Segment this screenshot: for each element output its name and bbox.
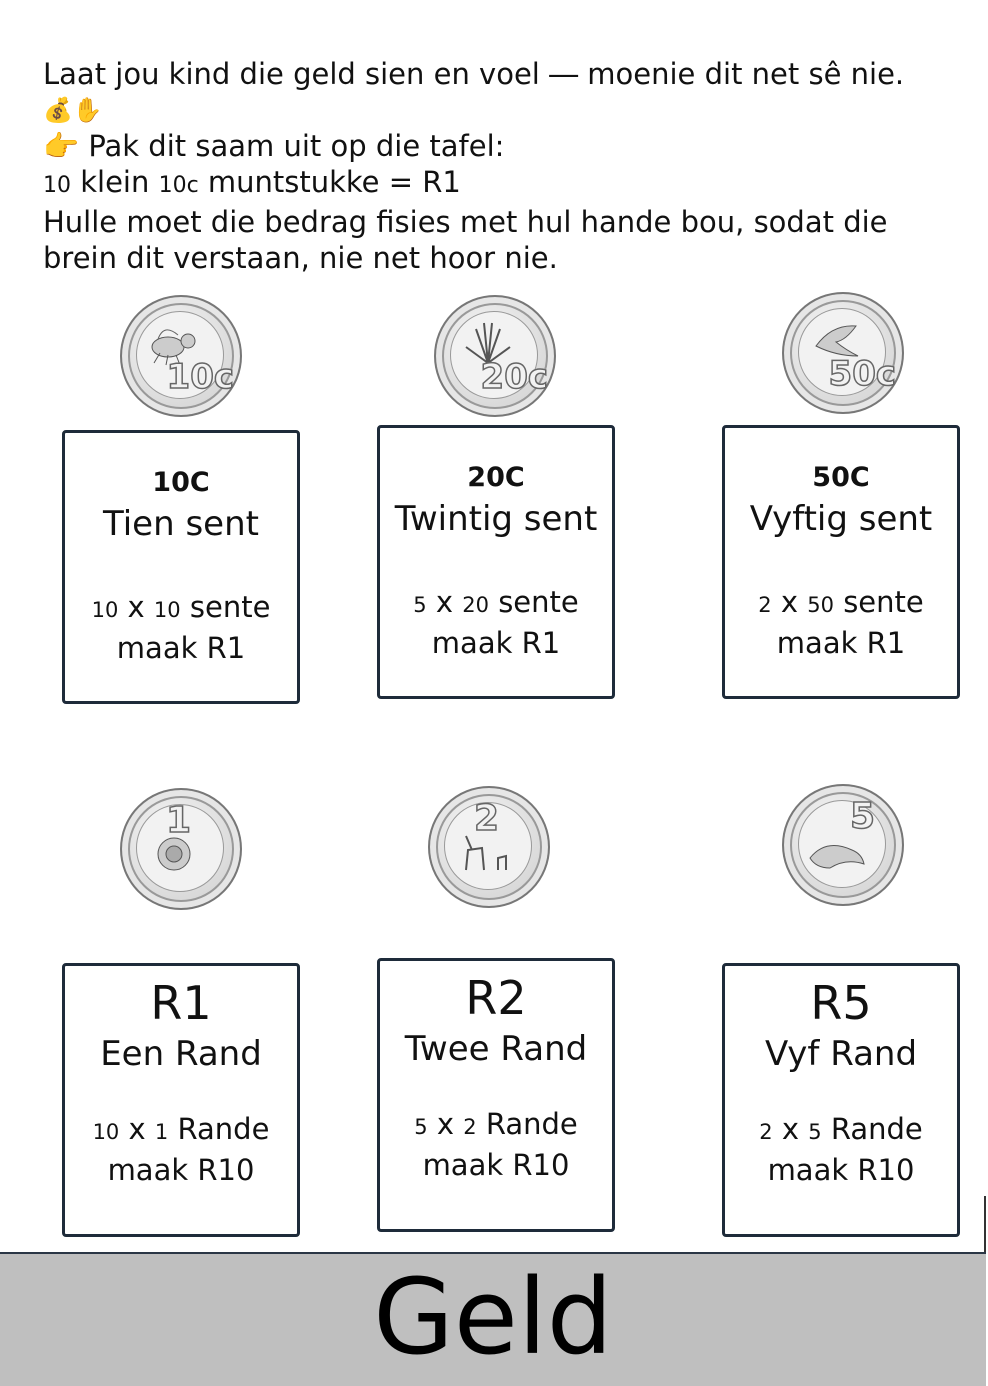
coin-r2 [428,786,550,908]
intro-line-4 [43,164,943,204]
footer-title: Geld [373,1256,613,1378]
card-calc: 2 x 50 sente maak R1 [758,585,924,660]
pointing-hand-icon: 👉 [43,129,80,163]
card-r2 [377,958,615,1232]
card-name: Tien sent [103,504,259,544]
coin-r1 [120,788,242,910]
card-name: Twintig sent [394,499,598,539]
card-calc: 5 x 20 sente maak R1 [413,585,579,660]
intro-count: 10 [43,173,71,198]
card-name: Twee Rand [404,1029,588,1069]
coin-r5 [782,784,904,906]
coin-50c-label: 50c [828,354,896,394]
intro-line-5: Hulle moet die bedrag fisies met hul hande bou, sodat die [43,205,888,239]
card-calc: 10 x 10 sente maak R1 [91,590,271,665]
coin-10c [120,295,242,417]
card-title: 50C [812,462,870,493]
money-bag-hand-icon: 💰✋ [43,96,103,124]
card-20c [377,425,615,699]
coin-r1-label: 1 [166,800,192,841]
card-name: Een Rand [100,1034,262,1074]
intro-line-1: Laat jou kind die geld sien en voel ― moenie dit net sê nie. [43,57,905,91]
card-50c [722,425,960,699]
card-calc: 5 x 2 Rande maak R10 [414,1107,578,1182]
card-title: R2 [465,971,527,1025]
card-name: Vyf Rand [764,1034,918,1074]
coin-r2-label: 2 [474,798,500,839]
coin-r5-label: 5 [850,796,876,837]
card-title: R1 [150,976,212,1030]
coin-20c [434,295,556,417]
intro-text [43,56,943,276]
footer-banner [0,1252,986,1386]
intro-line-3 [43,128,943,164]
card-title: 10C [152,467,210,498]
intro-word-klein: klein [80,165,150,199]
intro-line-6: brein dit verstaan, nie net hoor nie. [43,241,558,275]
card-r5 [722,963,960,1237]
coin-50c [782,292,904,414]
coin-10c-label: 10c [166,357,234,397]
card-title: R5 [810,976,872,1030]
card-calc: 2 x 5 Rande maak R10 [759,1112,923,1187]
card-10c [62,430,300,704]
card-calc: 10 x 1 Rande maak R10 [92,1112,270,1187]
intro-coin-value: 10c [158,173,199,198]
card-r1 [62,963,300,1237]
intro-equation: muntstukke = R1 [207,165,461,199]
intro-line-3-text: Pak dit saam uit op die tafel: [88,129,505,163]
coin-20c-label: 20c [480,357,548,397]
card-title: 20C [467,462,525,493]
card-name: Vyftig sent [749,499,933,539]
